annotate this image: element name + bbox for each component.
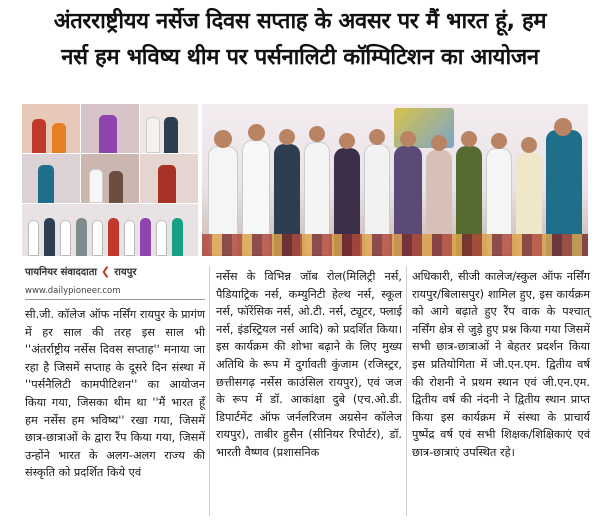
photo-collage xyxy=(22,104,198,256)
collage-photo xyxy=(140,104,198,153)
collage-photo xyxy=(81,104,139,153)
collage-photo xyxy=(81,154,139,203)
collage-photo-wide xyxy=(22,204,198,256)
article-column-3 xyxy=(412,268,590,462)
byline xyxy=(25,264,215,300)
article-text: सी.जी. कॉलेज ऑफ नर्सिंग रायपुर के प्रागंण में हर साल की तरह इस साल भी ''अंतर्राष्ट्रीय नर्सेस दिवस सप्ताह'' मनाया जा रहा है जिसमें सप्ताह के दूसरे दिन संस्था में ''पर्सनैलिटी कामपीटिशन'' का आयोजन किया गया, जिसका थीम था ''मैं भारत हूँ हम नर्सेस हम भविष्य'' रखा गया, जिसमें छात्र-छात्राओं के द्वारा रैंप किया गया, जिसमें उन्होंने भारत के अलग-अलग राज्य की संस्कृति को प्रदर्शित किये एवं xyxy=(25,308,205,480)
photo-strip xyxy=(22,104,588,256)
chevron-icon: ❮ xyxy=(101,264,111,278)
headline-line-1: अंतरराष्ट्रीयय नर्सेज दिवस सप्ताह के अवसर पर मैं भारत हूं, हम xyxy=(53,9,547,34)
dateline-city: रायपुर xyxy=(114,267,137,278)
headline xyxy=(0,4,600,76)
group-photo xyxy=(202,104,588,256)
article-column-2 xyxy=(216,268,402,462)
article-text: नर्सेस के विभिन्न जॉब रोल(मिलिट्री नर्स, पैडियाट्रिक नर्स, कम्युनिटी हेल्थ नर्स, स्कूल नर्स, फॉरेंसिक नर्स, ओ.टी. नर्स, ट्यूटर, फ्लाई नर्स, इंडस्ट्रियल नर्स आदि) को प्रदर्शित किया। इस कार्यक्रम की शोभा बढ़ाने के लिए मुख्य अतिथि के रूप में दुर्गावती कुंजाम (रजिस्ट्रर, छत्तीसगढ़ नर्सेस काउंसिल रायपुर), एवं जज के रूप में डॉ. आकांक्षा दुबे (एच.ओ.डी. डिपार्टमेंट ऑफ जर्नलरिजम अग्रसेन कॉलेज रायपुर), ताबीर हुसैन (सीनियर रिपोर्टर), डॉ. भारती वैष्णव (प्रशासनिक xyxy=(216,270,402,459)
collage-photo xyxy=(22,154,80,203)
article-column-1 xyxy=(25,306,205,482)
column-divider xyxy=(406,266,407,516)
collage-photo xyxy=(140,154,198,203)
rangoli-floor xyxy=(202,234,588,256)
article-text: अधिकारी, सीजी कालेज/स्कुल ऑफ नर्सिंग रायपुर/बिलासपुर) शामिल हुए, इस कार्यक्रम को आगे बढ़ाते हुए रैंप वाक के पश्चात् नर्सिंग क्षेत्र से जुड़े हुए प्रश्न किया गया जिसमें सभी छात्र-छात्राओं ने बेहतर प्रदर्शन किया इस प्रतियोगिता में जी.एन.एम. द्वितीय वर्ष की रोशनी ने प्रथम स्थान एवं जी.एन.एम. द्वितीय वर्ष की नंदनी ने द्वितीय स्थान प्राप्त किया इस कार्यक्रम में संस्था के प्राचार्य पुष्पेंद्र वर्ष एवं सभी शिक्षक/शिक्षिकाएं एवं छात्र-छात्राएं उपस्थित रहे। xyxy=(412,270,590,459)
website: www.dailypioneer.com xyxy=(25,286,121,296)
headline-line-2: नर्स हम भविष्य थीम पर पर्सनालिटी कॉम्पिटिशन का आयोजन xyxy=(61,45,539,70)
collage-photo xyxy=(22,104,80,153)
byline-divider xyxy=(25,299,205,300)
column-divider xyxy=(209,266,210,516)
reporter-name: पायनियर संवाददाता xyxy=(25,267,97,278)
